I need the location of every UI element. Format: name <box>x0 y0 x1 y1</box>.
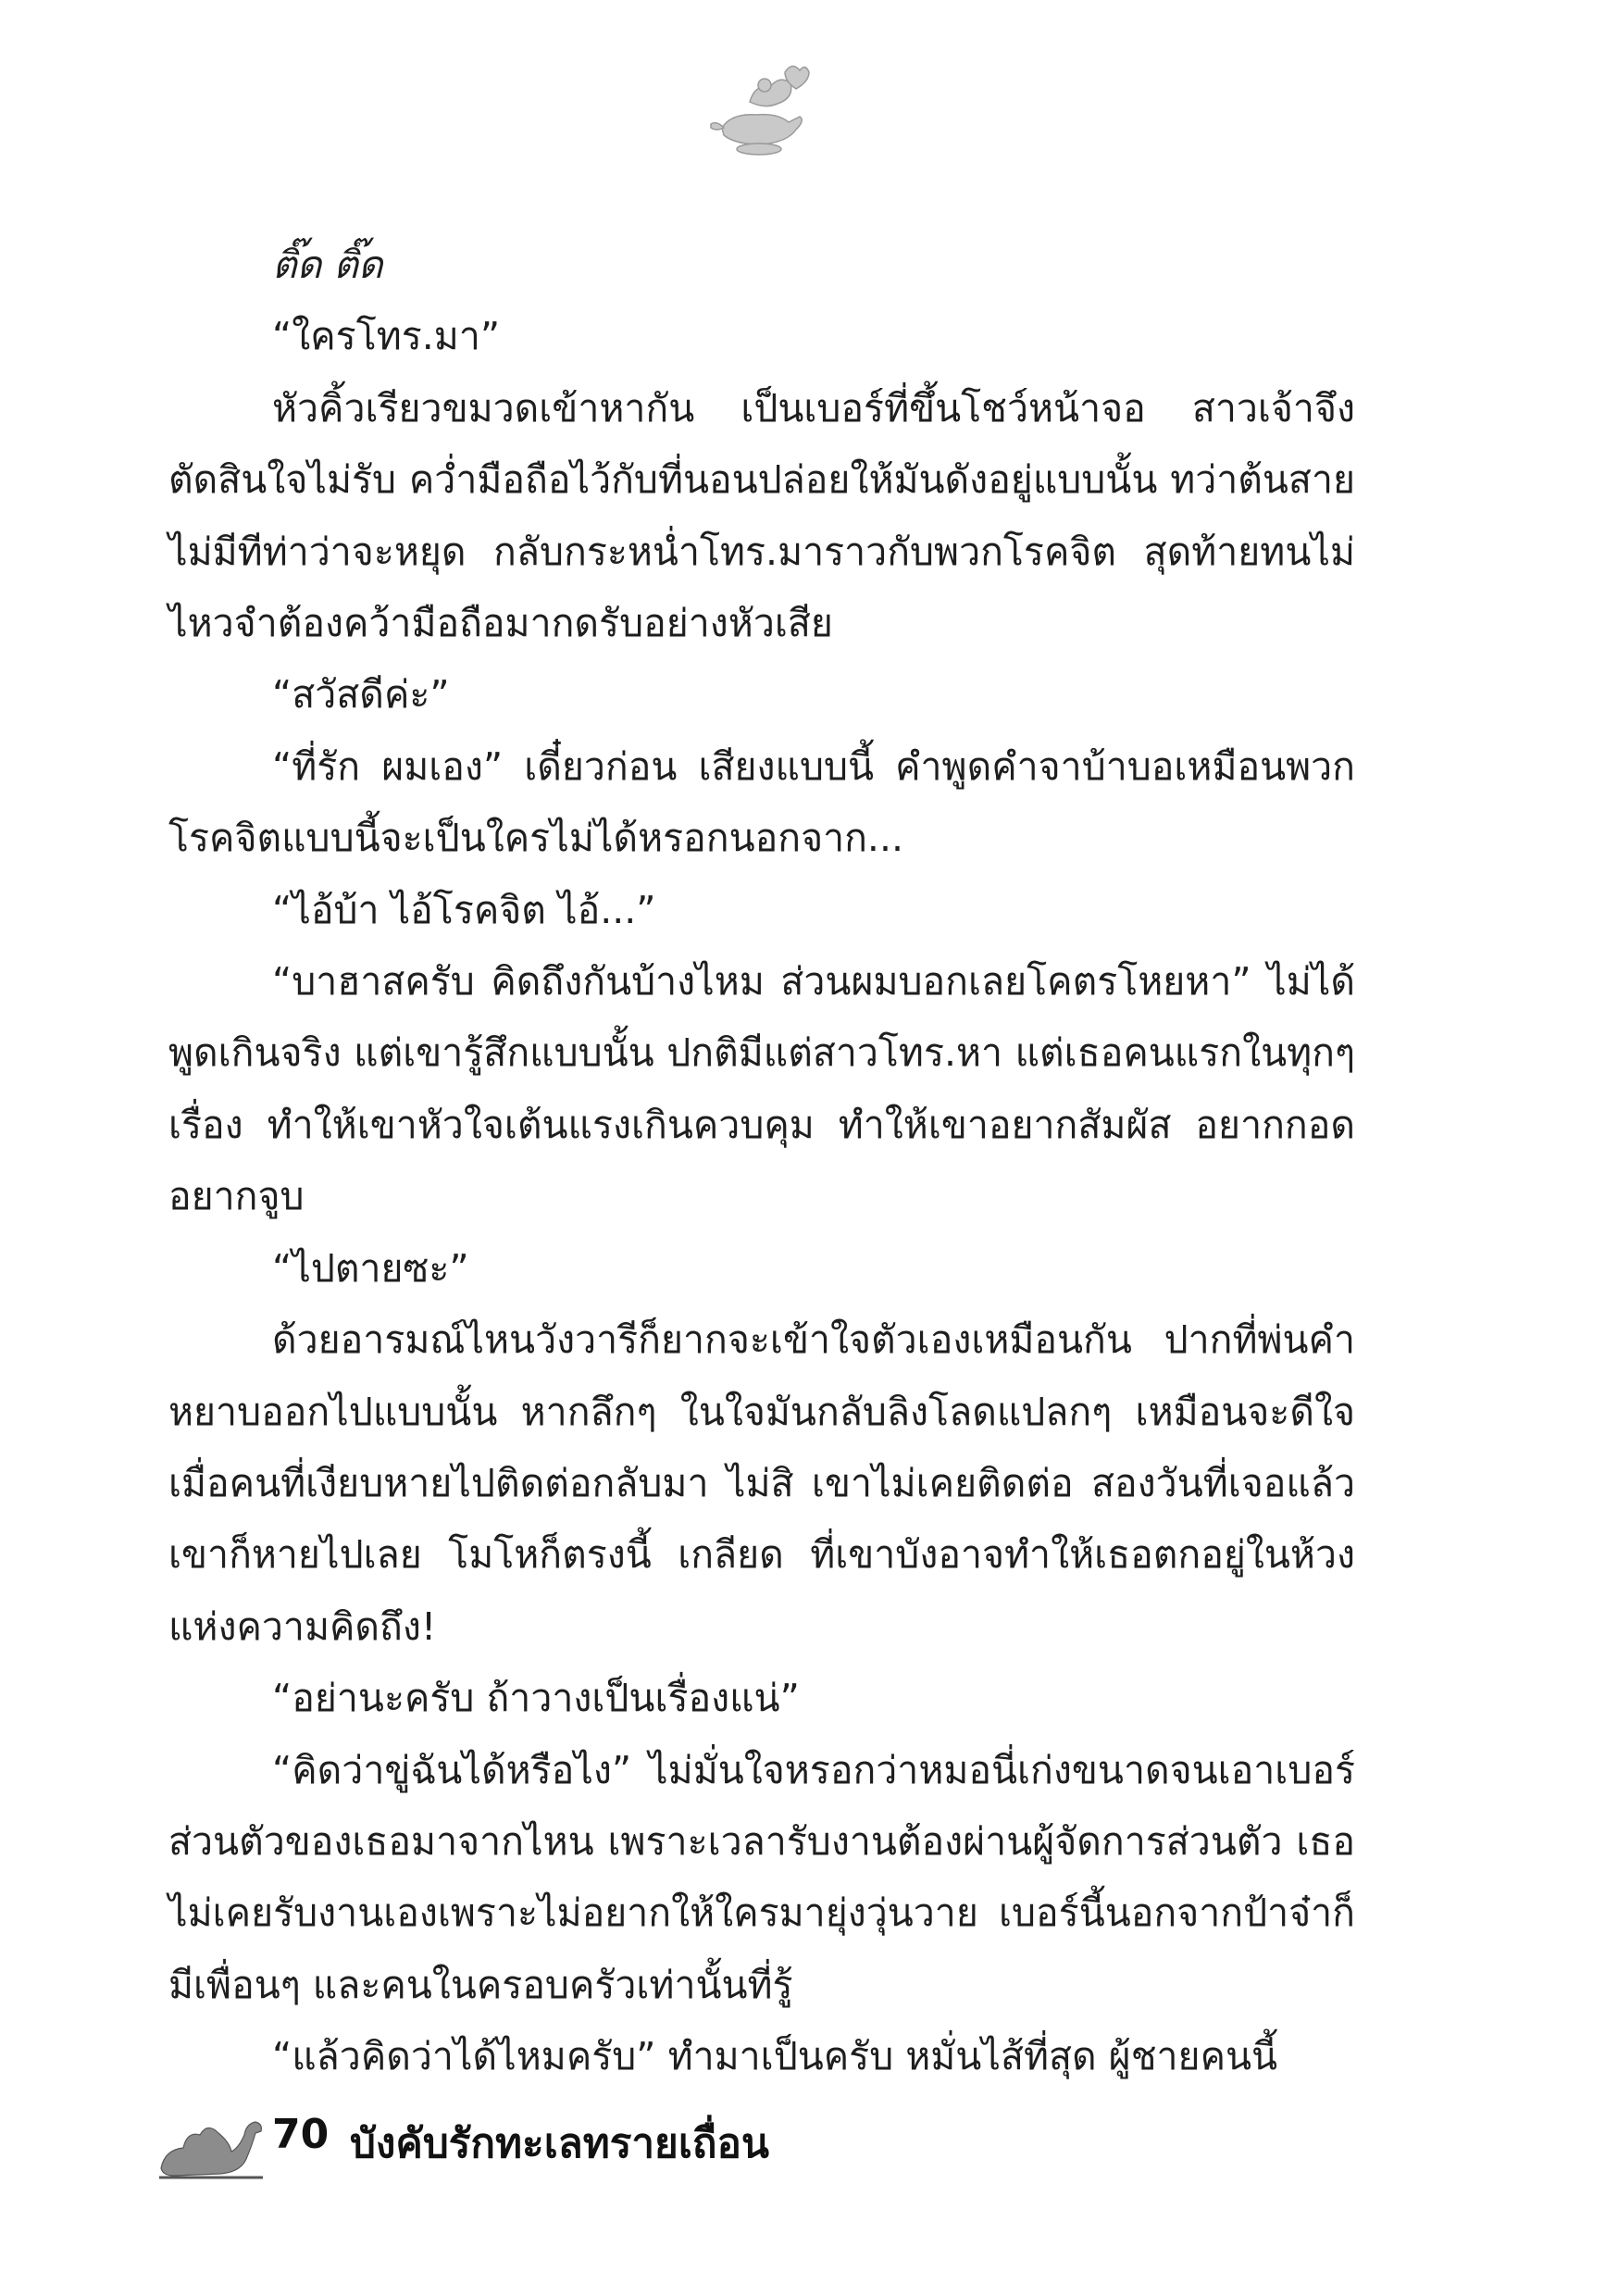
paragraph: “คิดว่าขู่ฉันได้หรือไง” ไม่มั่นใจหรอกว่าหมอนี่เก่งขนาดจนเอาเบอร์ส่วนตัวของเธอมาจากไหน เพราะเวลารับงานต้องผ่านผู้จัดการส่วนตัว เธอไม่เคยรับงานเองเพราะไม่อยากให้ใครมายุ่งวุ่นวาย เบอร์นี้นอกจากป้าจ๋าก็มีเพื่อนๆ และคนในครอบครัวเท่านั้นที่รู้ <box>168 1747 1355 2007</box>
page-number: 70 <box>272 2111 330 2158</box>
paragraph: หัวคิ้วเรียวขมวดเข้าหากัน เป็นเบอร์ที่ขึ้นโชว์หน้าจอ สาวเจ้าจึงตัดสินใจไม่รับ คว่ำมือถือไว้กับที่นอนปล่อยให้มันดังอยู่แบบนั้น ทว่าต้นสายไม่มีทีท่าว่าจะหยุด กลับกระหน่ำโทร.มาราวกับพวกโรคจิต สุดท้ายทนไม่ไหวจำต้องคว้ามือถือมากดรับอย่างหัวเสีย <box>168 385 1355 646</box>
page-footer <box>156 2094 989 2187</box>
paragraph: “บาฮาสครับ คิดถึงกันบ้างไหม ส่วนผมบอกเลยโคตรโหยหา” ไม่ได้พูดเกินจริง แต่เขารู้สึกแบบนั้น ปกติมีแต่สาวโทร.หา แต่เธอคนแรกในทุกๆ เรื่อง ทำให้เขาหัวใจเต้นแรงเกินควบคุม ทำให้เขาอยากสัมผัส อยากกอด อยากจูบ <box>168 959 1355 1219</box>
paragraph: “ไปตายซะ” <box>272 1245 469 1291</box>
page-body <box>168 230 1355 2093</box>
paragraph: “ใครโทร.มา” <box>272 314 501 359</box>
sound-effect-line: ติ๊ด ติ๊ด <box>272 243 383 287</box>
paragraph: “สวัสดีค่ะ” <box>272 672 450 718</box>
paragraph: ด้วยอารมณ์ไหนวังวารีก็ยากจะเข้าใจตัวเองเหมือนกัน ปากที่พ่นคำหยาบออกไปแบบนั้น หากลึกๆ ในใจมันกลับลิงโลดแปลกๆ เหมือนจะดีใจเมื่อคนที่เงียบหายไปติดต่อกลับมา ไม่สิ เขาไม่เคยติดต่อ สองวันที่เจอแล้วเขาก็หายไปเลย โมโหก็ตรงนี้ เกลียด ที่เขาบังอาจทำให้เธอตกอยู่ในห้วงแห่งความคิดถึง! <box>168 1317 1355 1649</box>
book-title: บังคับรักทะเลทรายเถื่อน <box>350 2120 769 2167</box>
paragraph: “ที่รัก ผมเอง” เดี๋ยวก่อน เสียงแบบนี้ คำพูดคำจาบ้าบอเหมือนพวกโรคจิตแบบนี้จะเป็นใครไม่ได้หรอกนอกจาก... <box>168 743 1355 861</box>
paragraph: “ไอ้บ้า ไอ้โรคจิต ไอ้...” <box>272 887 656 932</box>
camel-icon <box>156 2094 267 2182</box>
paragraph: “อย่านะครับ ถ้าวางเป็นเรื่องแน่” <box>272 1676 800 1721</box>
genie-lamp-cupid-icon <box>703 56 815 162</box>
paragraph: “แล้วคิดว่าได้ไหมครับ” ทำมาเป็นครับ หมั่นไส้ที่สุด ผู้ชายคนนี้ <box>272 2034 1278 2079</box>
